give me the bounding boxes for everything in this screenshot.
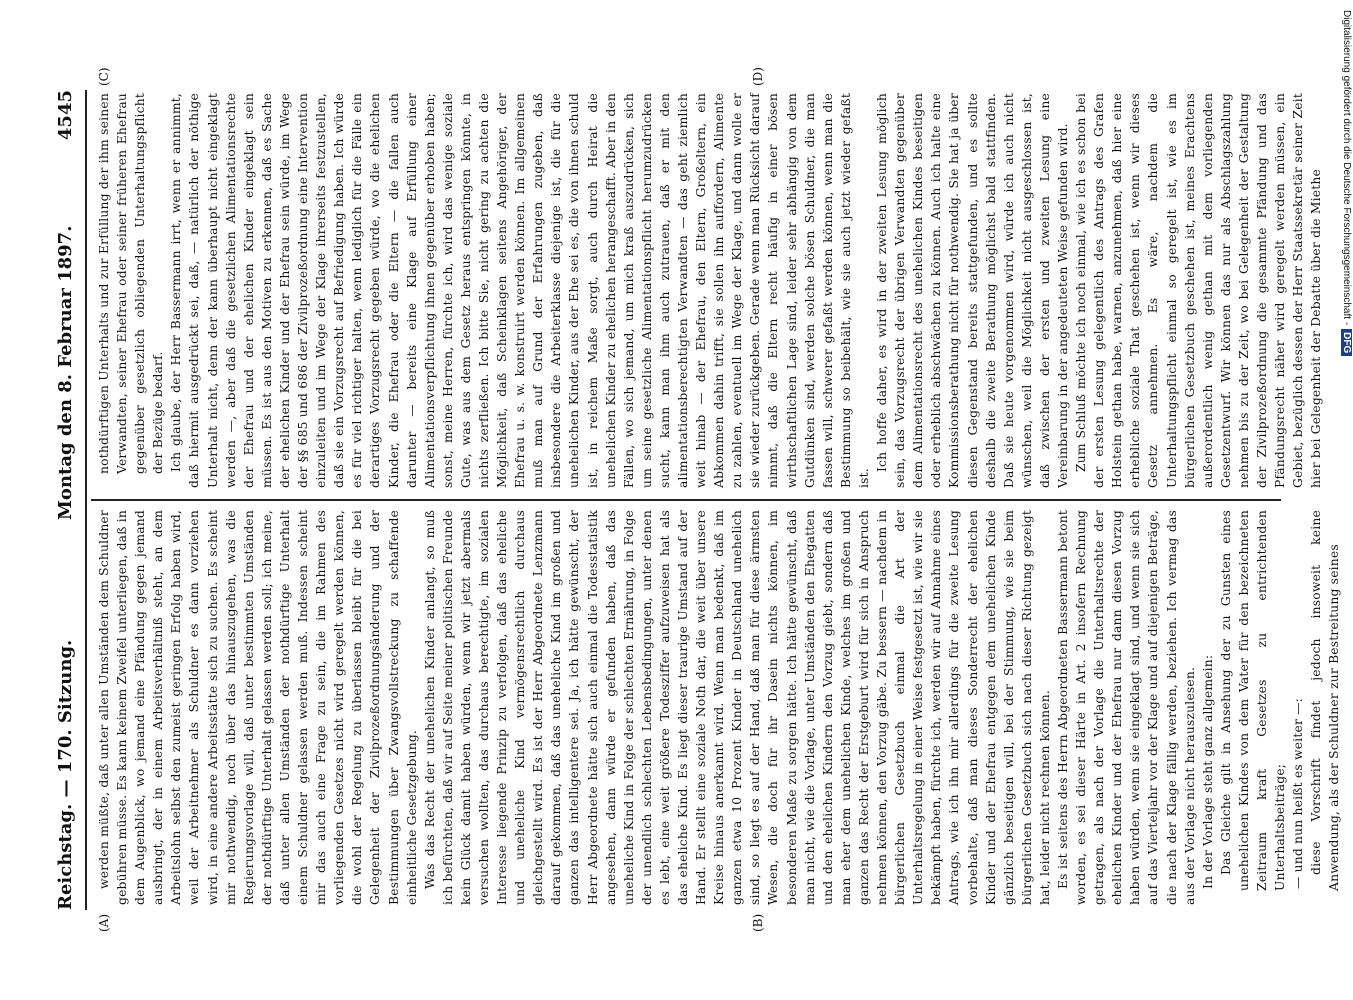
quote: diese Vorschrift findet jedoch insoweit keine Anwendung, als der Schuldner zur Bestreitung seines bbox=[1309, 510, 1342, 891]
paragraph: Ich glaube, der Herr Bassermann irrt, wenn er annimmt, daß hiermit ausgedrückt sei, daß, — natürlich der nöthige Unterhalt nicht, denn der kann überhaupt nicht eingeklagt werden —, aber daß die gesetzlichen Alimentationsrechte der Ehefrau und der ehelichen Kinder eingeklagt sein müssen. Es ist aus den Motiven zu erkennen, daß es Sache der ehelichen Kinder und der Ehefrau sein würde, im Wege der §§ 685 und 686 der Zivilprozeßordnung eine Intervention einzuleiten und im Wege der Klage ihrerseits festzustellen, daß sie ein Vorzugsrecht auf Befriedigung haben. Ich würde es für viel richtiger halten, wenn lediglich für die Fälle ein derartiges Vorzugsrecht gegeben würde, wo die ehelichen Kinder, die Ehefrau oder die Eltern — die fallen auch darunter — bereits eine Klage auf Erfüllung einer Alimentationsverpflichtung ihnen gegenüber erhoben haben; sonst, meine Herren, fürchte ich, wird das wenige soziale Gute, was aus dem Gesetz heraus entspringen könnte, in nichts zerfließen. Ich bitte Sie, nicht gering zu achten die Möglichkeit, daß Scheinklagen seitens Angehöriger, der Ehefrau u. s. w. konstruirt werden können. Im allgemeinen muß man auf Grund der Erfahrungen zugeben, daß insbesondere die Arbeiterklasse diejenige ist, die für die unehelichen Kinder, aus der Ehe sei es, die von ihnen schuld ist, in reichem Maße sorgt, auch durch Heirat die unehelichen Kinder zu ehelichen herangeschafft. Aber in den Fällen, wo sich jemand, um mich kraß auszudrücken, sich um seine gesetzliche Alimentationspflicht herumzudrücken sucht, kann man ihm auch zutrauen, daß er mit den alimentationsberechtigten Verwandten — das geht ziemlich weit hinab — der Ehefrau, den Eltern, Großeltern, ein Abkommen dahin trifft, sie sollen ihn auffordern, Alimente zu zahlen, eventuell im Wege der Klage, und dann wolle er sie wieder zurückgeben. Gerade wenn man Rücksicht darauf nimmt, daß die Eltern recht häufig in einer bösen wirthschaftlichen Lage sind, leider sehr abhängig von dem Gutdünken sind, werden solche bösen Schuldner, die man fassen will, schwerer gefaßt werden können, wenn man die Bestimmung so beibehält, wie sie auch jetzt wieder gefaßt ist. bbox=[169, 93, 871, 488]
header-left: Reichstag. — 170. Sitzung. bbox=[55, 639, 76, 910]
rotated-sheet bbox=[51, 50, 1342, 950]
page-header bbox=[51, 50, 81, 950]
margin-mark-b: (B) bbox=[751, 913, 765, 932]
margin-mark-a: (A) bbox=[97, 913, 111, 932]
margin-mark-c: (C) bbox=[97, 67, 111, 86]
header-date: Montag den 8. Februar 1897. bbox=[55, 225, 76, 520]
right-column bbox=[95, 93, 1324, 488]
paragraph: In der Vorlage steht ganz allgemein: bbox=[1200, 654, 1215, 889]
credit-text: Digitalisierung gefördert durch die Deutsche Forschungsgemeinschaft - bbox=[1341, 10, 1352, 326]
quote: Das Gleiche gilt in Ansehung der zu Gunsten eines unehelichen Kindes von dem Vater für den bezeichneten Zeitraum kraft Gesetzes zu entrichtenden Unterhaltsbeiträge; bbox=[1218, 510, 1288, 891]
left-column bbox=[95, 510, 1342, 905]
paragraph: Es ist seitens des Herrn Abgeordneten Bassermann betont worden, es sei dieser Härte in Art. 2 insofern Rechnung getragen, als nach der Vorlage die Unterhaltsrechte der ehelichen Kinder und der Ehefrau nur dann diesen Vorzug haben würden, wenn sie eingeklagt sind, und wenn sie sich auf das Vierteljahr vor der Klage und auf diejenigen Beträge, die nach der Klage fällig werden, beziehen. Ich vermag das aus der Vorlage nicht herauszulesen. bbox=[1055, 510, 1197, 905]
page-number: 4545 bbox=[55, 90, 76, 141]
header-rule bbox=[85, 90, 87, 910]
paragraph: Zum Schluß möchte ich noch einmal, wie ich es schon bei der ersten Lesung gelegentlich des Antrags des Grafen Holstein gethan habe, warnen, anzunehmen, daß hier eine erhebliche soziale That geschehen ist, wenn wir dieses Gesetz annehmen. Es wäre, nachdem die Unterhaltungspflicht einmal so geregelt ist, wie es im bürgerlichen Gesetzbuch geschehen ist, meines Erachtens außerordentlich wenig gethan mit dem vorliegenden Gesetzentwurf. Wir können das nur als Abschlagszahlung nehmen bis zu der Zeit, wo bei Gelegenheit der Gestaltung der Zivilprozeßordnung die gesammte Pfändung und das Pfändungsrecht näher wird geregelt werden müssen, ein Gebiet, bezüglich dessen der Herr Staatssekretär seiner Zeit hier bei Gelegenheit der Debatte über die Miethe bbox=[1074, 93, 1324, 488]
quote: nothdürftigen Unterhalts und zur Erfüllung der ihm seinen Verwandten, seiner Ehefrau oder seiner früheren Ehefrau gegenüber gesetzlich obliegenden Unterhaltungspflicht der Bezüge bedarf. bbox=[97, 93, 166, 474]
paragraph: Ich hoffe daher, es wird in der zweiten Lesung möglich sein, das Vorzugsrecht der übrigen Verwandten gegenüber dem Alimentationsrecht des unehelichen Kindes beseitigen oder erheblich abschwächen zu können. Auch ich halte eine Kommissionsberathung nicht für nothwendig. Sie hat ja über diesen Gegenstand bereits stattgefunden, und es sollte deshalb die zweite Berathung möglichst bald stattfinden. Daß sie heute vorgenommen wird, würde ich auch nicht wünschen, weil die Möglichkeit nicht ausgeschlossen ist, daß zwischen der ersten und zweiten Lesung eine Vereinbarung in der angedeuteten Weise gefunden wird. bbox=[875, 93, 1070, 488]
paragraph: — und nun heißt es weiter —: bbox=[1291, 698, 1306, 889]
digitization-credit bbox=[1334, 10, 1352, 990]
paragraph: Was das Recht der unehelichen Kinder anlangt, so muß ich befürchten, daß wir auf Seite meiner politischen Freunde kein Glück damit haben würden, wenn wir jetzt abermals versuchen wollten, das durchaus berechtigte, im sozialen Interesse liegende Prinzip zu verfolgen, daß das eheliche und uneheliche Kind vermögensrechtlich durchaus gleichgestellt wird. Es ist der Herr Abgeordnete Lenzmann darauf gekommen, daß das uneheliche Kind im großen und ganzen das intelligentere sei. Ja, ich hätte gewünscht, der Herr Abgeordnete hätte sich auch einmal die Todesstatistik angesehen, dann würde er gefunden haben, daß das uneheliche Kind in Folge der schlechten Ernährung, in Folge der unendlich schlechten Lebensbedingungen, unter denen es lebt, eine weit größere Todesziffer aufzuweisen hat als das eheliche Kind. Es liegt dieser traurige Umstand auf der Hand. Er stellt eine soziale Noth dar, die weit über unsere Kreise hinaus anerkannt wird. Wenn man bedenkt, daß im ganzen etwa 10 Prozent Kinder in Deutschland unehelich sind, so liegt es auf der Hand, daß man für diese ärmsten Wesen, die doch für ihr Dasein nichts können, im besonderen Maße zu sorgen hätte. Ich hätte gewünscht, daß man nicht, wie die Vorlage, unter Umständen den Ehegatten und den ehelichen Kindern den Vorzug giebt, sondern daß man eher dem unehelichen Kinde, welches im großen und ganzen das Recht der Erstgeburt wird für sich in Anspruch nehmen können, den Vorzug gäbe. Zu bessern — nachdem in bürgerlichen Gesetzbuch einmal die Art der Unterhaltsregelung in einer Weise festgesetzt ist, wie wir sie bekämpft haben, fürchte ich, werden wir auf Annahme eines Antrags, wie ich ihn mir allerdings für die zweite Lesung vorbehalte, daß man dieses Sonderrecht der ehelichen Kinder und der Ehefrau entgegen dem unehelichen Kinde gänzlich beseitigen will, bei der Stimmung, wie sie beim bürgerlichen Gesetzbuch sich nach dieser Richtung gezeigt hat, leider nicht rechnen können. bbox=[422, 510, 1052, 905]
paragraph: werden müßte, daß unter allen Umständen dem Schuldner gebühren müsse. Es kann keinem Zweifel unterliegen, daß in dem Augenblick, wo jemand eine Pfändung gegen jemand ausbringt, der in einem Arbeitsverhältniß steht, an dem Arbeitslohn selbst den zumeist geringen Erfolg haben wird, weil der Arbeitnehmer als Schuldner es dann vorziehen wird, in eine andere Arbeitsstätte sich zu suchen. Es scheint mir nothwendig, noch über das hinauszugehen, was die Regierungsvorlage will, daß unter bestimmten Umständen der nothdürftige Unterhalt gelassen werden soll; ich meine, daß unter allen Umständen der nothdürftige Unterhalt einem Schuldner gelassen werden muß. Indessen scheint mir das auch eine Frage zu sein, die im Rahmen des vorliegenden Gesetzes nicht wird geregelt werden können, die wohl der Regelung zu überlassen bleibt für die bei Gelegenheit der Zivilprozeßordnungsänderung und der Bestimmungen über Zwangsvollstreckung zu schaffende einheitliche Gesetzgebung. bbox=[97, 510, 419, 905]
margin-mark-d: (D) bbox=[751, 67, 765, 86]
dfg-logo: DFG bbox=[1341, 329, 1352, 356]
column-divider bbox=[91, 499, 1281, 501]
